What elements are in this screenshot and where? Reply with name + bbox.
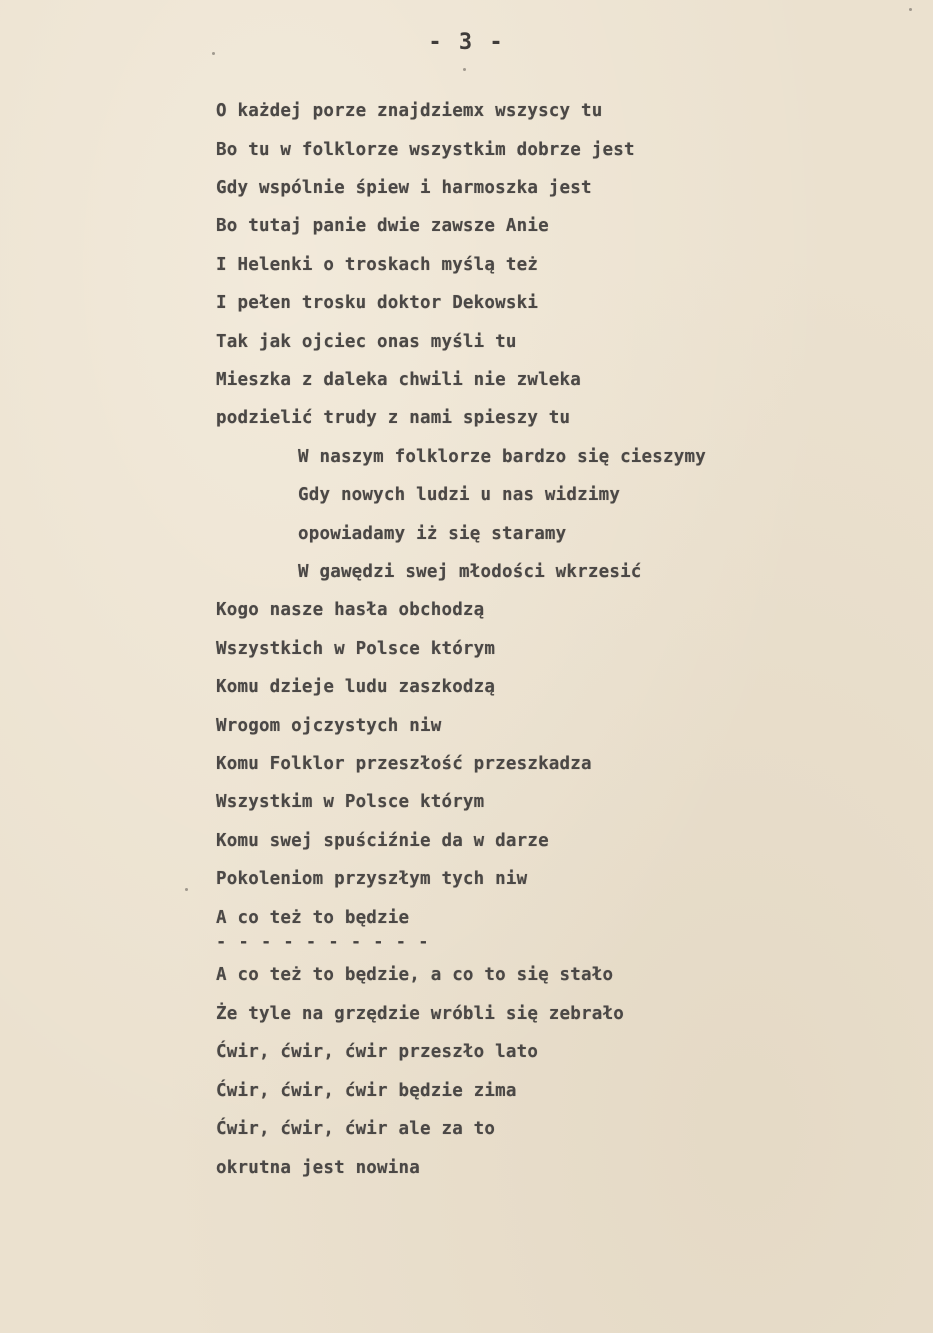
poem-line: A co też to będzie, a co to się stało <box>216 965 614 985</box>
poem-line-indented: W gawędzi swej młodości wkrzesić <box>298 562 642 582</box>
paper-speck <box>212 52 215 55</box>
poem-line: okrutna jest nowina <box>216 1158 420 1178</box>
poem-line: podzielić trudy z nami spieszy tu <box>216 408 571 428</box>
paper-speck <box>463 68 466 71</box>
poem-line: Wszystkich w Polsce którym <box>216 639 496 659</box>
page-number: - 3 - <box>428 30 505 55</box>
poem-line: Ćwir, ćwir, ćwir ale za to <box>216 1119 496 1139</box>
poem-line: I pełen trosku doktor Dekowski <box>216 293 539 313</box>
poem-line: O każdej porze znajdziemx wszyscy tu <box>216 101 603 121</box>
poem-line: I Helenki o troskach myślą też <box>216 255 539 275</box>
poem-line-indented: opowiadamy iż się staramy <box>298 524 567 544</box>
poem-line: Ćwir, ćwir, ćwir przeszło lato <box>216 1042 539 1062</box>
poem-line: Kogo nasze hasła obchodzą <box>216 600 485 620</box>
poem-line: Bo tu w folklorze wszystkim dobrze jest <box>216 140 635 160</box>
poem-line: Komu Folklor przeszłość przeszkadza <box>216 754 592 774</box>
poem-line: Że tyle na grzędzie wróbli się zebrało <box>216 1004 624 1024</box>
poem-line: Wrogom ojczystych niw <box>216 716 442 736</box>
poem-line: Komu dzieje ludu zaszkodzą <box>216 677 496 697</box>
poem-line-indented: Gdy nowych ludzi u nas widzimy <box>298 485 621 505</box>
poem-line: A co też to będzie <box>216 908 410 928</box>
poem-line: Bo tutaj panie dwie zawsze Anie <box>216 216 549 236</box>
poem-line-indented: W naszym folklorze bardzo się cieszymy <box>298 447 706 467</box>
poem-line: Komu swej spuściźnie da w darze <box>216 831 549 851</box>
dashed-divider: - - - - - - - - - - <box>216 932 430 952</box>
poem-line: Mieszka z daleka chwili nie zwleka <box>216 370 582 390</box>
poem-line: Tak jak ojciec onas myśli tu <box>216 332 517 352</box>
poem-line: Pokoleniom przyszłym tych niw <box>216 869 528 889</box>
paper-speck <box>185 888 188 891</box>
paper-speck <box>909 8 912 11</box>
poem-line: Ćwir, ćwir, ćwir będzie zima <box>216 1081 517 1101</box>
poem-line: Wszystkim w Polsce którym <box>216 792 485 812</box>
poem-line: Gdy wspólnie śpiew i harmoszka jest <box>216 178 592 198</box>
